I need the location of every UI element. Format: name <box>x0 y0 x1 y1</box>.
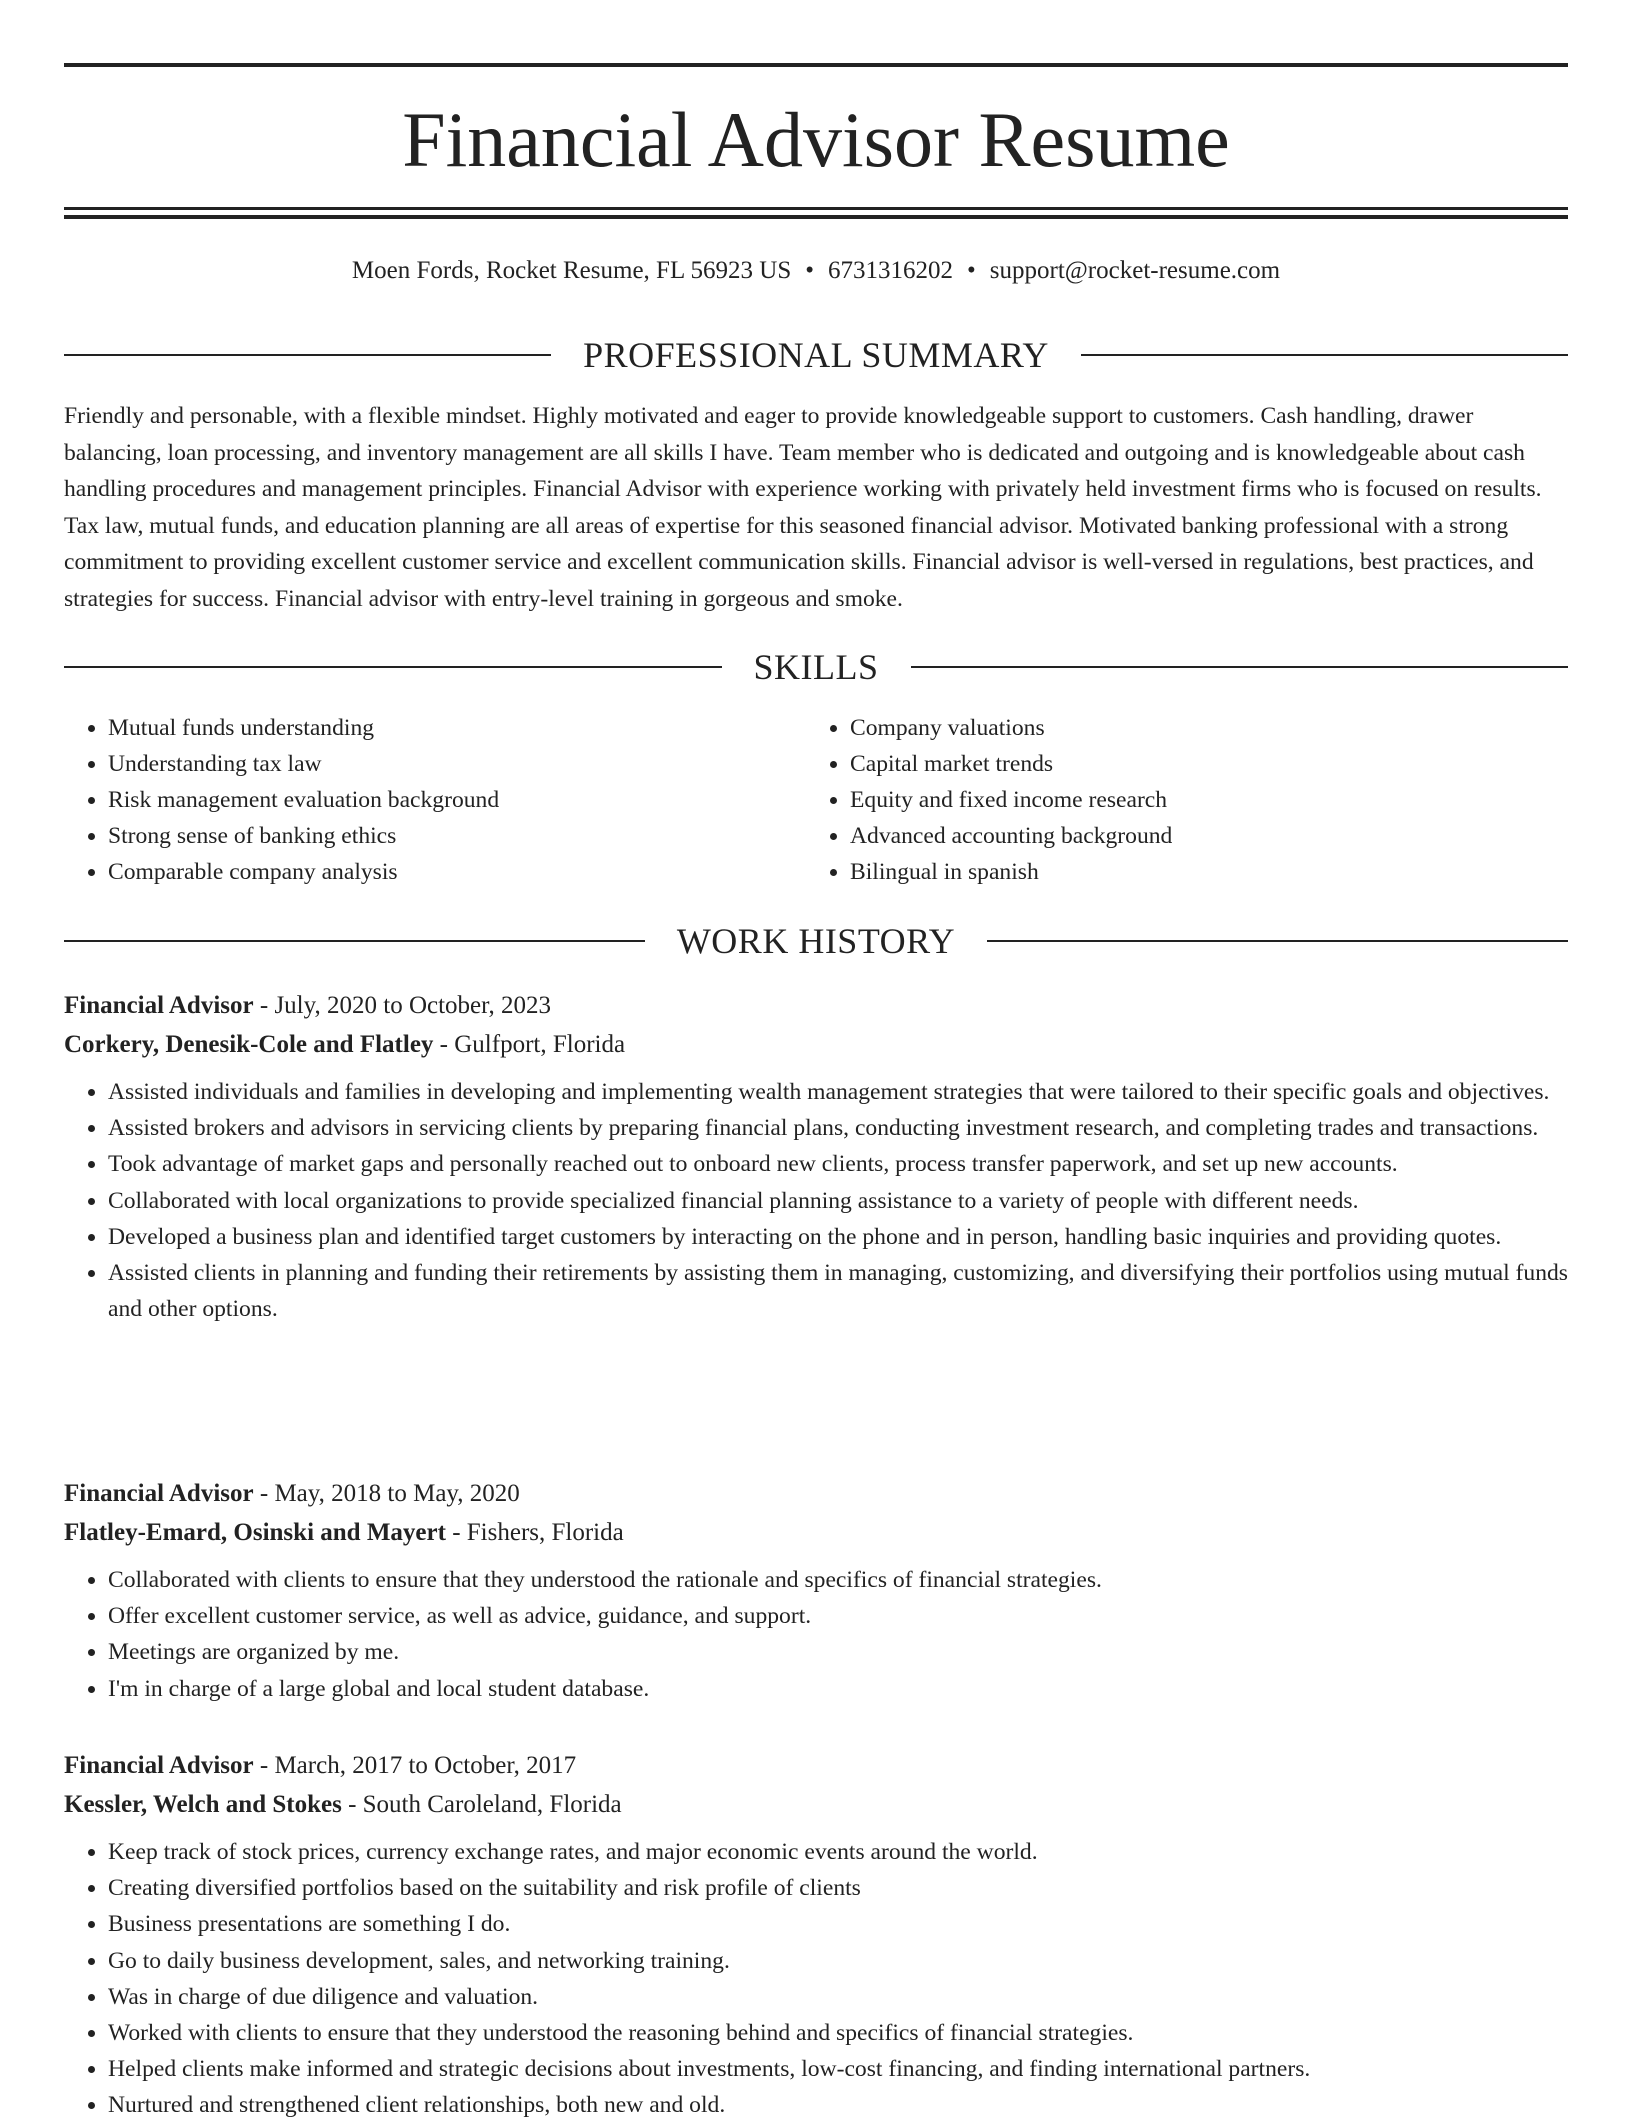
job-company-line <box>64 1513 1568 1552</box>
job-dates: - March, 2017 to October, 2017 <box>253 1752 577 1779</box>
job-bullet: • Was in charge of due diligence and valuation. <box>108 1979 1568 2015</box>
contact-email: support@rocket-resume.com <box>989 257 1281 284</box>
contact-phone: 6731316202 <box>828 257 954 284</box>
job-title-line <box>64 1474 1568 1513</box>
job-location: - Fishers, Florida <box>445 1519 624 1546</box>
summary-text: Friendly and personable, with a flexible mindset. Highly motivated and eager to provide knowledgeable support to customers. Cash handling, drawer balancing, loan processing, and inventory management are all skills I have. Team member who is dedicated and outgoing and is knowledgeable about cash handling procedures and management principles. Financial Advisor with experience working with privately held investment firms who is focused on results. Tax law, mutual funds, and education planning are all areas of expertise for this seasoned financial advisor. Motivated banking professional with a strong commitment to providing excellent customer service and excellent communication skills. Financial advisor is well-versed in regulations, best practices, and strategies for success. Financial advisor with entry-level training in gorgeous and smoke. <box>64 403 1542 612</box>
contact-separator: • <box>967 257 976 284</box>
job-bullet: • Assisted individuals and families in developing and implementing wealth management strategies that were tailored to their specific goals and objectives. <box>108 1074 1568 1110</box>
heading-rule-right <box>987 940 1568 942</box>
summary-heading <box>64 333 1568 377</box>
job-bullet: • Assisted clients in planning and funding their retirements by assisting them in managing, customizing, and diversifying their portfolios using mutual funds and other options. <box>108 1255 1568 1327</box>
job-location: - Gulfport, Florida <box>433 1031 626 1058</box>
work-heading-label: WORK HISTORY <box>676 921 956 961</box>
job-bullet: • Collaborated with local organizations to provide specialized financial planning assistance to a variety of people with different needs. <box>108 1183 1568 1219</box>
heading-rule-left <box>64 940 645 942</box>
job-bullet: • Developed a business plan and identified target customers by interacting on the phone and in person, handling basic inquiries and providing quotes. <box>108 1219 1568 1255</box>
summary-heading-label: PROFESSIONAL SUMMARY <box>583 335 1049 375</box>
skill-item: • Advanced accounting background <box>850 818 1548 854</box>
skill-item: • Comparable company analysis <box>108 854 806 890</box>
job-title: Financial Advisor <box>64 992 254 1019</box>
heading-rule-left <box>64 666 722 668</box>
job-title: Financial Advisor <box>64 1480 254 1507</box>
job-title-line <box>64 1746 1568 1785</box>
job-bullet: • Nurtured and strengthened client relationships, both new and old. <box>108 2087 1568 2123</box>
heading-rule-right <box>1081 354 1568 356</box>
job-location: - South Caroleland, Florida <box>341 1791 622 1818</box>
skill-item: • Mutual funds understanding <box>108 710 806 746</box>
heading-rule-right <box>911 666 1569 668</box>
job-company-line <box>64 1025 1568 1064</box>
skill-item: • Company valuations <box>850 710 1548 746</box>
job-bullet: • Keep track of stock prices, currency exchange rates, and major economic events around the world. <box>108 1834 1568 1870</box>
resume-title: Financial Advisor Resume <box>402 96 1230 183</box>
job-bullet: • Offer excellent customer service, as well as advice, guidance, and support. <box>108 1598 1568 1634</box>
job-bullet: • Business presentations are something I do. <box>108 1906 1568 1942</box>
job-bullet: • Assisted brokers and advisors in servicing clients by preparing financial plans, conducting investment research, and completing trades and transactions. <box>108 1110 1568 1146</box>
skills-heading-label: SKILLS <box>753 647 879 687</box>
job-entry <box>64 986 1568 1327</box>
job-company: Flatley-Emard, Osinski and Mayert <box>64 1519 446 1546</box>
skills-column-right <box>806 710 1548 890</box>
skill-item: • Capital market trends <box>850 746 1548 782</box>
job-bullet: • Worked with clients to ensure that they understood the reasoning behind and specifics of financial strategies. <box>108 2015 1568 2051</box>
job-entry <box>64 1474 1568 1707</box>
job-bullet: • Creating diversified portfolios based on the suitability and risk profile of clients <box>108 1870 1568 1906</box>
job-bullets <box>64 1834 1568 2124</box>
skill-item: • Understanding tax law <box>108 746 806 782</box>
heading-rule-left <box>64 354 551 356</box>
job-bullet: • I'm in charge of a large global and local student database. <box>108 1671 1568 1707</box>
top-rule <box>64 63 1568 67</box>
job-company: Corkery, Denesik-Cole and Flatley <box>64 1031 434 1058</box>
skills-list <box>64 710 1568 890</box>
job-bullet: • Helped clients make informed and strategic decisions about investments, low-cost financing, and finding international partners. <box>108 2051 1568 2087</box>
contact-line <box>64 255 1568 287</box>
job-title-line <box>64 986 1568 1025</box>
skill-item: • Strong sense of banking ethics <box>108 818 806 854</box>
job-bullet: • Meetings are organized by me. <box>108 1634 1568 1670</box>
contact-separator: • <box>805 257 815 284</box>
skill-item: • Bilingual in spanish <box>850 854 1548 890</box>
job-company-line <box>64 1785 1568 1824</box>
job-bullets <box>64 1074 1568 1327</box>
job-dates: - July, 2020 to October, 2023 <box>253 992 551 1019</box>
job-company: Kessler, Welch and Stokes <box>64 1791 342 1818</box>
title-rule-upper <box>64 207 1568 210</box>
job-bullets <box>64 1562 1568 1707</box>
skills-heading <box>64 645 1568 689</box>
job-bullet: • Took advantage of market gaps and personally reached out to onboard new clients, process transfer paperwork, and set up new accounts. <box>108 1146 1568 1182</box>
work-heading <box>64 919 1568 963</box>
job-title: Financial Advisor <box>64 1752 254 1779</box>
job-bullet: • Collaborated with clients to ensure that they understood the rationale and specifics of financial strategies. <box>108 1562 1568 1598</box>
job-entry <box>64 1746 1568 2124</box>
job-bullet: • Go to daily business development, sales, and networking training. <box>108 1943 1568 1979</box>
skill-item: • Equity and fixed income research <box>850 782 1548 818</box>
skills-column-left <box>64 710 806 890</box>
contact-address: Moen Fords, Rocket Resume, FL 56923 US <box>351 257 792 284</box>
skill-item: • Risk management evaluation background <box>108 782 806 818</box>
title-rule-lower <box>64 215 1568 219</box>
job-dates: - May, 2018 to May, 2020 <box>253 1480 520 1507</box>
